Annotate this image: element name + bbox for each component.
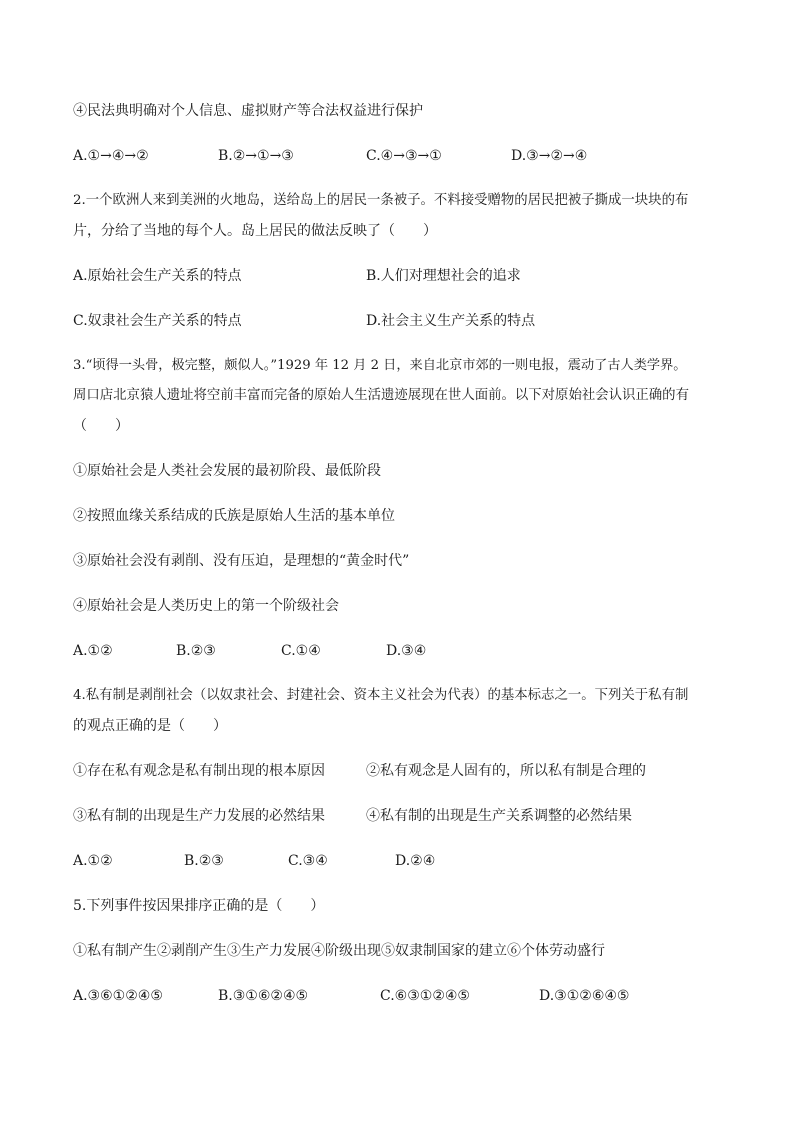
q3-item-2: ②按照血缘关系结成的氏族是原始人生活的基本单位 bbox=[73, 508, 395, 524]
q5-option-b[interactable]: B.③①⑥②④⑤ bbox=[218, 988, 309, 1004]
q4-item-2: ②私有观念是人固有的，所以私有制是合理的 bbox=[366, 763, 646, 779]
q4-option-c[interactable]: C.③④ bbox=[288, 853, 328, 869]
q3-option-c[interactable]: C.①④ bbox=[281, 643, 321, 659]
q4-item-1: ①存在私有观念是私有制出现的根本原因 bbox=[73, 763, 325, 779]
q4-option-a[interactable]: A.①② bbox=[73, 853, 113, 869]
q3-stem-line-2: 周口店北京猿人遗址将空前丰富而完备的原始人生活遗迹展现在世人面前。以下对原始社会认识正确的有 bbox=[73, 388, 689, 403]
q3-item-1: ①原始社会是人类社会发展的最初阶段、最低阶段 bbox=[73, 463, 381, 479]
q3-stem-line-1: 3.“顷得一头骨，极完整，颇似人。”1929 年 12 月 2 日，来自北京市郊的一则电报，震动了古人类学界。 bbox=[73, 358, 687, 373]
q1-option-b[interactable]: B.②→①→③ bbox=[218, 148, 294, 164]
q2-stem-line-2: 片，分给了当地的每个人。岛上居民的做法反映了（ ） bbox=[73, 223, 437, 239]
q1-option-c[interactable]: C.④→③→① bbox=[366, 148, 442, 164]
q5-items: ①私有制产生②剥削产生③生产力发展④阶级出现⑤奴隶制国家的建立⑥个体劳动盛行 bbox=[73, 943, 605, 959]
q2-option-c[interactable]: C.奴隶社会生产关系的特点 bbox=[73, 313, 242, 329]
q4-stem-line-2: 的观点正确的是（ ） bbox=[73, 718, 227, 734]
q5-option-a[interactable]: A.③⑥①②④⑤ bbox=[73, 988, 163, 1004]
q5-option-d[interactable]: D.③①②⑥④⑤ bbox=[539, 988, 630, 1004]
q4-option-d[interactable]: D.②④ bbox=[395, 853, 436, 869]
q3-item-3: ③原始社会没有剥削、没有压迫，是理想的“黄金时代” bbox=[73, 553, 410, 569]
q1-option-d[interactable]: D.③→②→④ bbox=[511, 148, 588, 164]
q1-item-4: ④民法典明确对个人信息、虚拟财产等合法权益进行保护 bbox=[73, 103, 423, 119]
q4-item-3: ③私有制的出现是生产力发展的必然结果 bbox=[73, 808, 325, 824]
q2-stem-line-1: 2.一个欧洲人来到美洲的火地岛，送给岛上的居民一条被子。不料接受赠物的居民把被子撕成一块块的布 bbox=[73, 193, 689, 208]
q2-option-d[interactable]: D.社会主义生产关系的特点 bbox=[366, 313, 536, 329]
q4-option-b[interactable]: B.②③ bbox=[184, 853, 224, 869]
q3-option-b[interactable]: B.②③ bbox=[176, 643, 216, 659]
q2-option-b[interactable]: B.人们对理想社会的追求 bbox=[366, 268, 521, 284]
q3-option-a[interactable]: A.①② bbox=[73, 643, 113, 659]
q2-option-a[interactable]: A.原始社会生产关系的特点 bbox=[73, 268, 242, 284]
q3-option-d[interactable]: D.③④ bbox=[386, 643, 427, 659]
q1-option-a[interactable]: A.①→④→② bbox=[73, 148, 149, 164]
q3-stem-line-3: （ ） bbox=[73, 418, 129, 434]
q5-stem: 5.下列事件按因果排序正确的是（ ） bbox=[73, 898, 325, 914]
q4-item-4: ④私有制的出现是生产关系调整的必然结果 bbox=[366, 808, 632, 824]
q5-option-c[interactable]: C.⑥③①②④⑤ bbox=[380, 988, 470, 1004]
q3-item-4: ④原始社会是人类历史上的第一个阶级社会 bbox=[73, 598, 339, 614]
q4-stem-line-1: 4.私有制是剥削社会（以奴隶社会、封建社会、资本主义社会为代表）的基本标志之一。下列关于私有制 bbox=[73, 688, 689, 703]
